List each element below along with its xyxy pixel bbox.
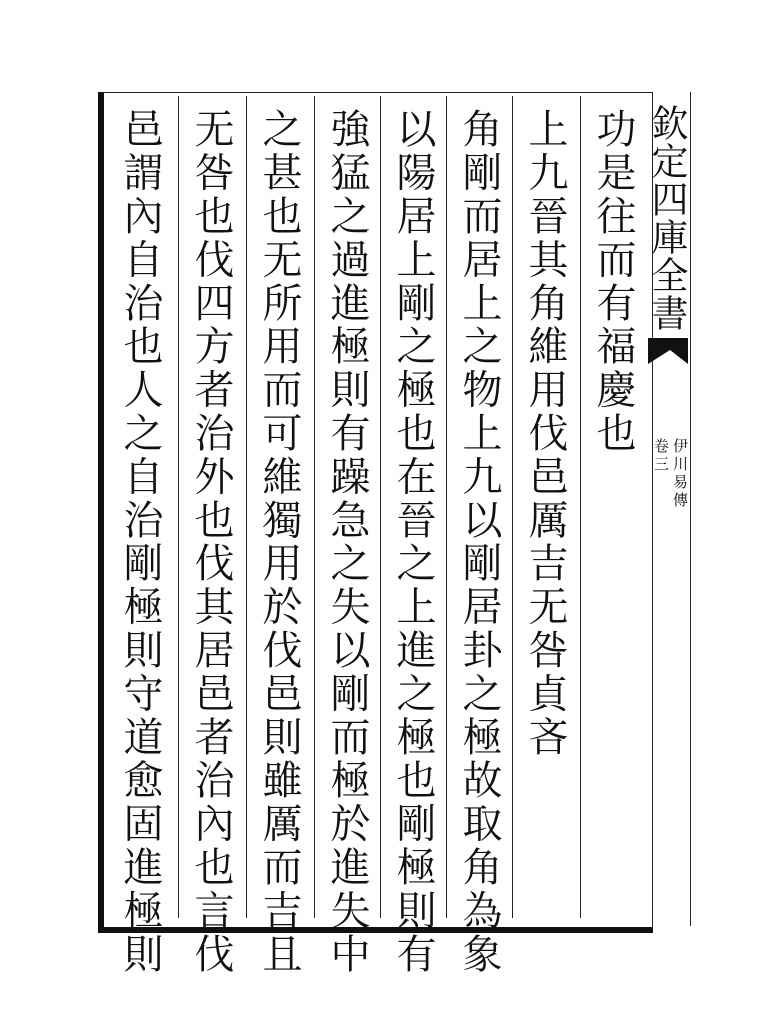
column-rule — [314, 96, 315, 918]
text-column-1: 功是往而有福慶也 — [590, 108, 636, 456]
text-column-2: 上九晉其角維用伐邑厲吉无咎貞吝 — [522, 108, 568, 759]
volume-label: 卷三 — [652, 438, 670, 474]
text-column-8: 邑謂內自治也人之自治剛極則守道愈固進極則 — [117, 108, 163, 976]
column-rule — [512, 96, 513, 918]
text-column-6: 之甚也无所用而可維獨用於伐邑則雖厲而吉且 — [256, 108, 302, 976]
text-column-5: 強猛之過進極則有躁急之失以剛而極於進失中 — [324, 108, 370, 976]
column-rule — [246, 96, 247, 918]
library-title: 欽定四庫全書 — [645, 104, 688, 332]
text-column-4: 以陽居上剛之極也在晉之上進之極也剛極則有 — [390, 108, 436, 976]
book-title: 伊川易傳 — [671, 438, 689, 510]
text-column-7: 无咎也伐四方者治外也伐其居邑者治內也言伐 — [188, 108, 234, 976]
text-column-3: 角剛而居上之物上九以剛居卦之極故取角為象 — [456, 108, 502, 976]
page-frame — [98, 92, 653, 933]
column-rule — [380, 96, 381, 918]
fish-tail-ornament — [648, 336, 688, 366]
column-rule — [178, 96, 179, 918]
column-rule — [580, 96, 581, 918]
column-rule — [446, 96, 447, 918]
